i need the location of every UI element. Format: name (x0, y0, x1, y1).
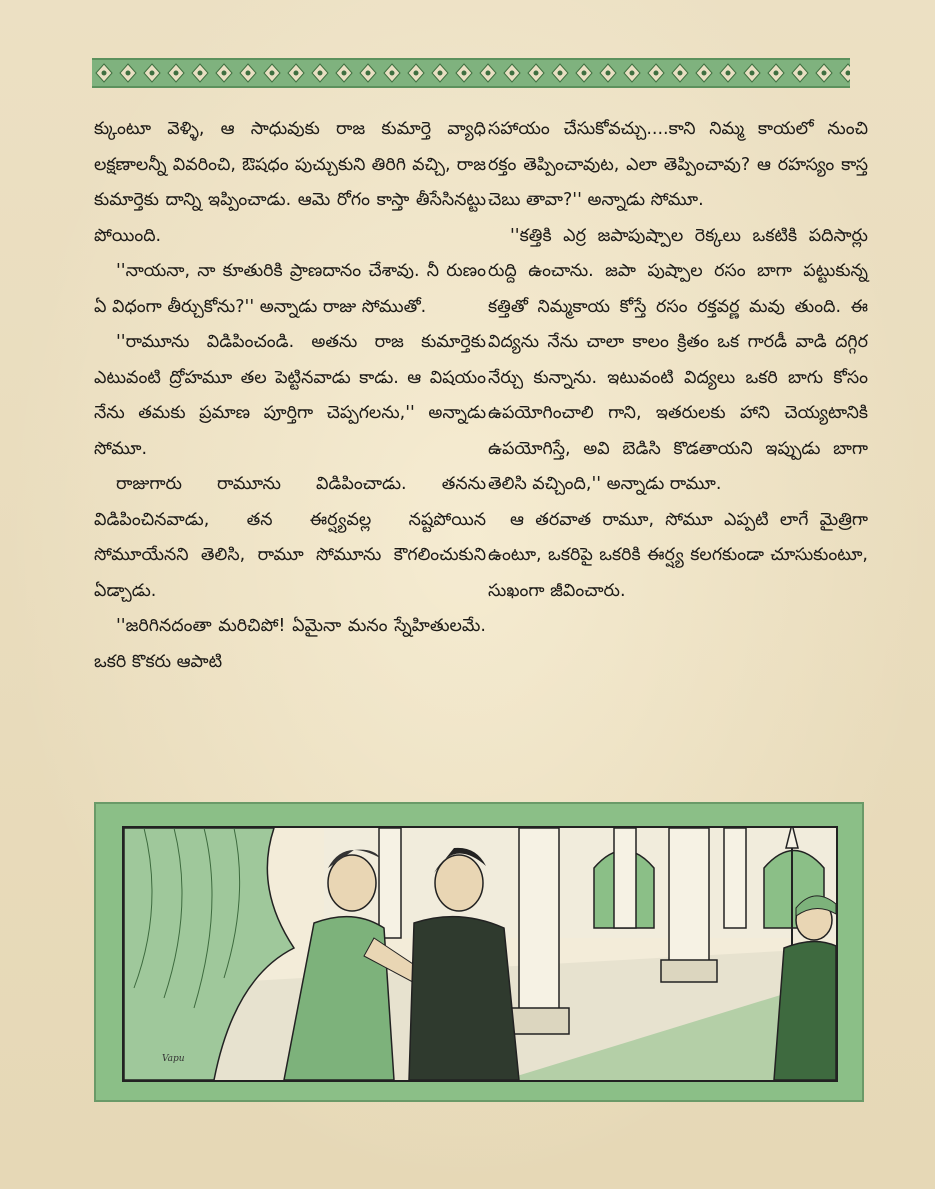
paragraph: ''జరిగినదంతా మరిచిపో! ఏమైనా మనం స్నేహితులమే. ఒకరి కొకరు ఆపాటి (94, 616, 486, 672)
ornament-motif (744, 64, 760, 82)
ornament-motif (120, 64, 136, 82)
ornament-motif (768, 64, 784, 82)
ornament-motif (264, 64, 280, 82)
ornament-motif (408, 64, 424, 82)
ornament-motif (672, 64, 688, 82)
ornament-motif (696, 64, 712, 82)
paragraph: రాజుగారు రామూను విడిపించాడు. తనను విడిపించినవాడు, తన ఈర్ష్యవల్ల నష్టపోయిన సోమూయేనని తెలిసి, రామూ సోమూను కౌగలించుకుని ఏడ్చాడు. (94, 474, 486, 601)
ornament-motif (144, 64, 160, 82)
ornament-motif (504, 64, 520, 82)
palace-scene-drawing (124, 828, 836, 1080)
text-column-left (94, 112, 486, 680)
ornament-pattern (92, 60, 850, 86)
ornament-motif (360, 64, 376, 82)
paragraph: ''కత్తికి ఎర్ర జపాపుష్పాల రెక్కలు ఒకటికి పదిసార్లు రుద్ది ఉంచాను. జపా పుష్పాల రసం బాగా పట్టుకున్న కత్తితో నిమ్మకాయ కోస్తే రసం రక్తవర్ణ మవు తుంది. ఈ విద్యను నేను చాలా కాలం క్రితం ఒక గారడీ వాడి దగ్గిర నేర్చు కున్నాను. ఇటువంటి విద్యలు ఒకరి బాగు కోసం ఉపయోగించాలి గాని, ఇతరులకు హాని చెయ్యటానికి ఉపయోగిస్తే, అవి బెడిసి కొడతాయని ఇప్పుడు బాగా తెలిసి వచ్చింది,'' అన్నాడు రామూ. (488, 225, 868, 494)
paragraph: ''రామూను విడిపించండి. అతను రాజ కుమార్తెకు ఎటువంటి ద్రోహమూ తల పెట్టినవాడు కాడు. ఆ విషయం నేను తమకు ప్రమాణ పూర్తిగా చెప్పగలను,'' అన్నాడు సోమూ. (94, 332, 486, 459)
ornament-motif (840, 64, 850, 82)
ornament-motif (288, 64, 304, 82)
paragraph: ''నాయనా, నా కూతురికి ప్రాణదానం చేశావు. నీ రుణం ఏ విధంగా తీర్చుకోను?'' అన్నాడు రాజు సోముతో. (94, 261, 486, 317)
ornament-motif (240, 64, 256, 82)
ornament-motif (576, 64, 592, 82)
ornament-motif (816, 64, 832, 82)
ornament-motif (336, 64, 352, 82)
ornament-motif (792, 64, 808, 82)
ornament-motif (168, 64, 184, 82)
ornament-motif (552, 64, 568, 82)
text-column-right (488, 112, 868, 609)
ornament-motif (216, 64, 232, 82)
artist-signature: Vapu (162, 1054, 185, 1064)
paragraph: ఆ తరవాత రామూ, సోమూ ఎప్పటి లాగే మైత్రిగా ఉంటూ, ఒకరిపై ఒకరికి ఈర్ష్య కలగకుండా చూసుకుంటూ, సుఖంగా జీవించారు. (488, 509, 868, 601)
ornament-motif (384, 64, 400, 82)
ornament-motif (432, 64, 448, 82)
ornament-motif (624, 64, 640, 82)
ornament-motif (312, 64, 328, 82)
paragraph: సహాయం చేసుకోవచ్చు....కాని నిమ్మ కాయలో నుంచి రక్తం తెప్పించావుట, ఎలా తెప్పించావు? ఆ రహస్యం కాస్త చెబు తావా?'' అన్నాడు సోమూ. (488, 119, 868, 210)
ornament-motif (528, 64, 544, 82)
ornament-motif (456, 64, 472, 82)
ornament-motif (192, 64, 208, 82)
decorative-border-band (92, 58, 850, 88)
ornament-motif (600, 64, 616, 82)
ornament-motif (648, 64, 664, 82)
ornament-motif (96, 64, 112, 82)
ornament-motif (480, 64, 496, 82)
story-illustration-frame (94, 802, 864, 1102)
story-illustration (122, 826, 838, 1082)
paragraph: క్కుంటూ వెళ్ళి, ఆ సాధువుకు రాజ కుమార్తె వ్యాధి లక్షణాలన్నీ వివరించి, ఔషధం పుచ్చుకుని తిరిగి వచ్చి, రాజ కుమార్తెకు దాన్ని ఇప్పించాడు. ఆమె రోగం కాస్తా తీసేసినట్టు పోయింది. (94, 119, 486, 246)
ornament-motif (720, 64, 736, 82)
